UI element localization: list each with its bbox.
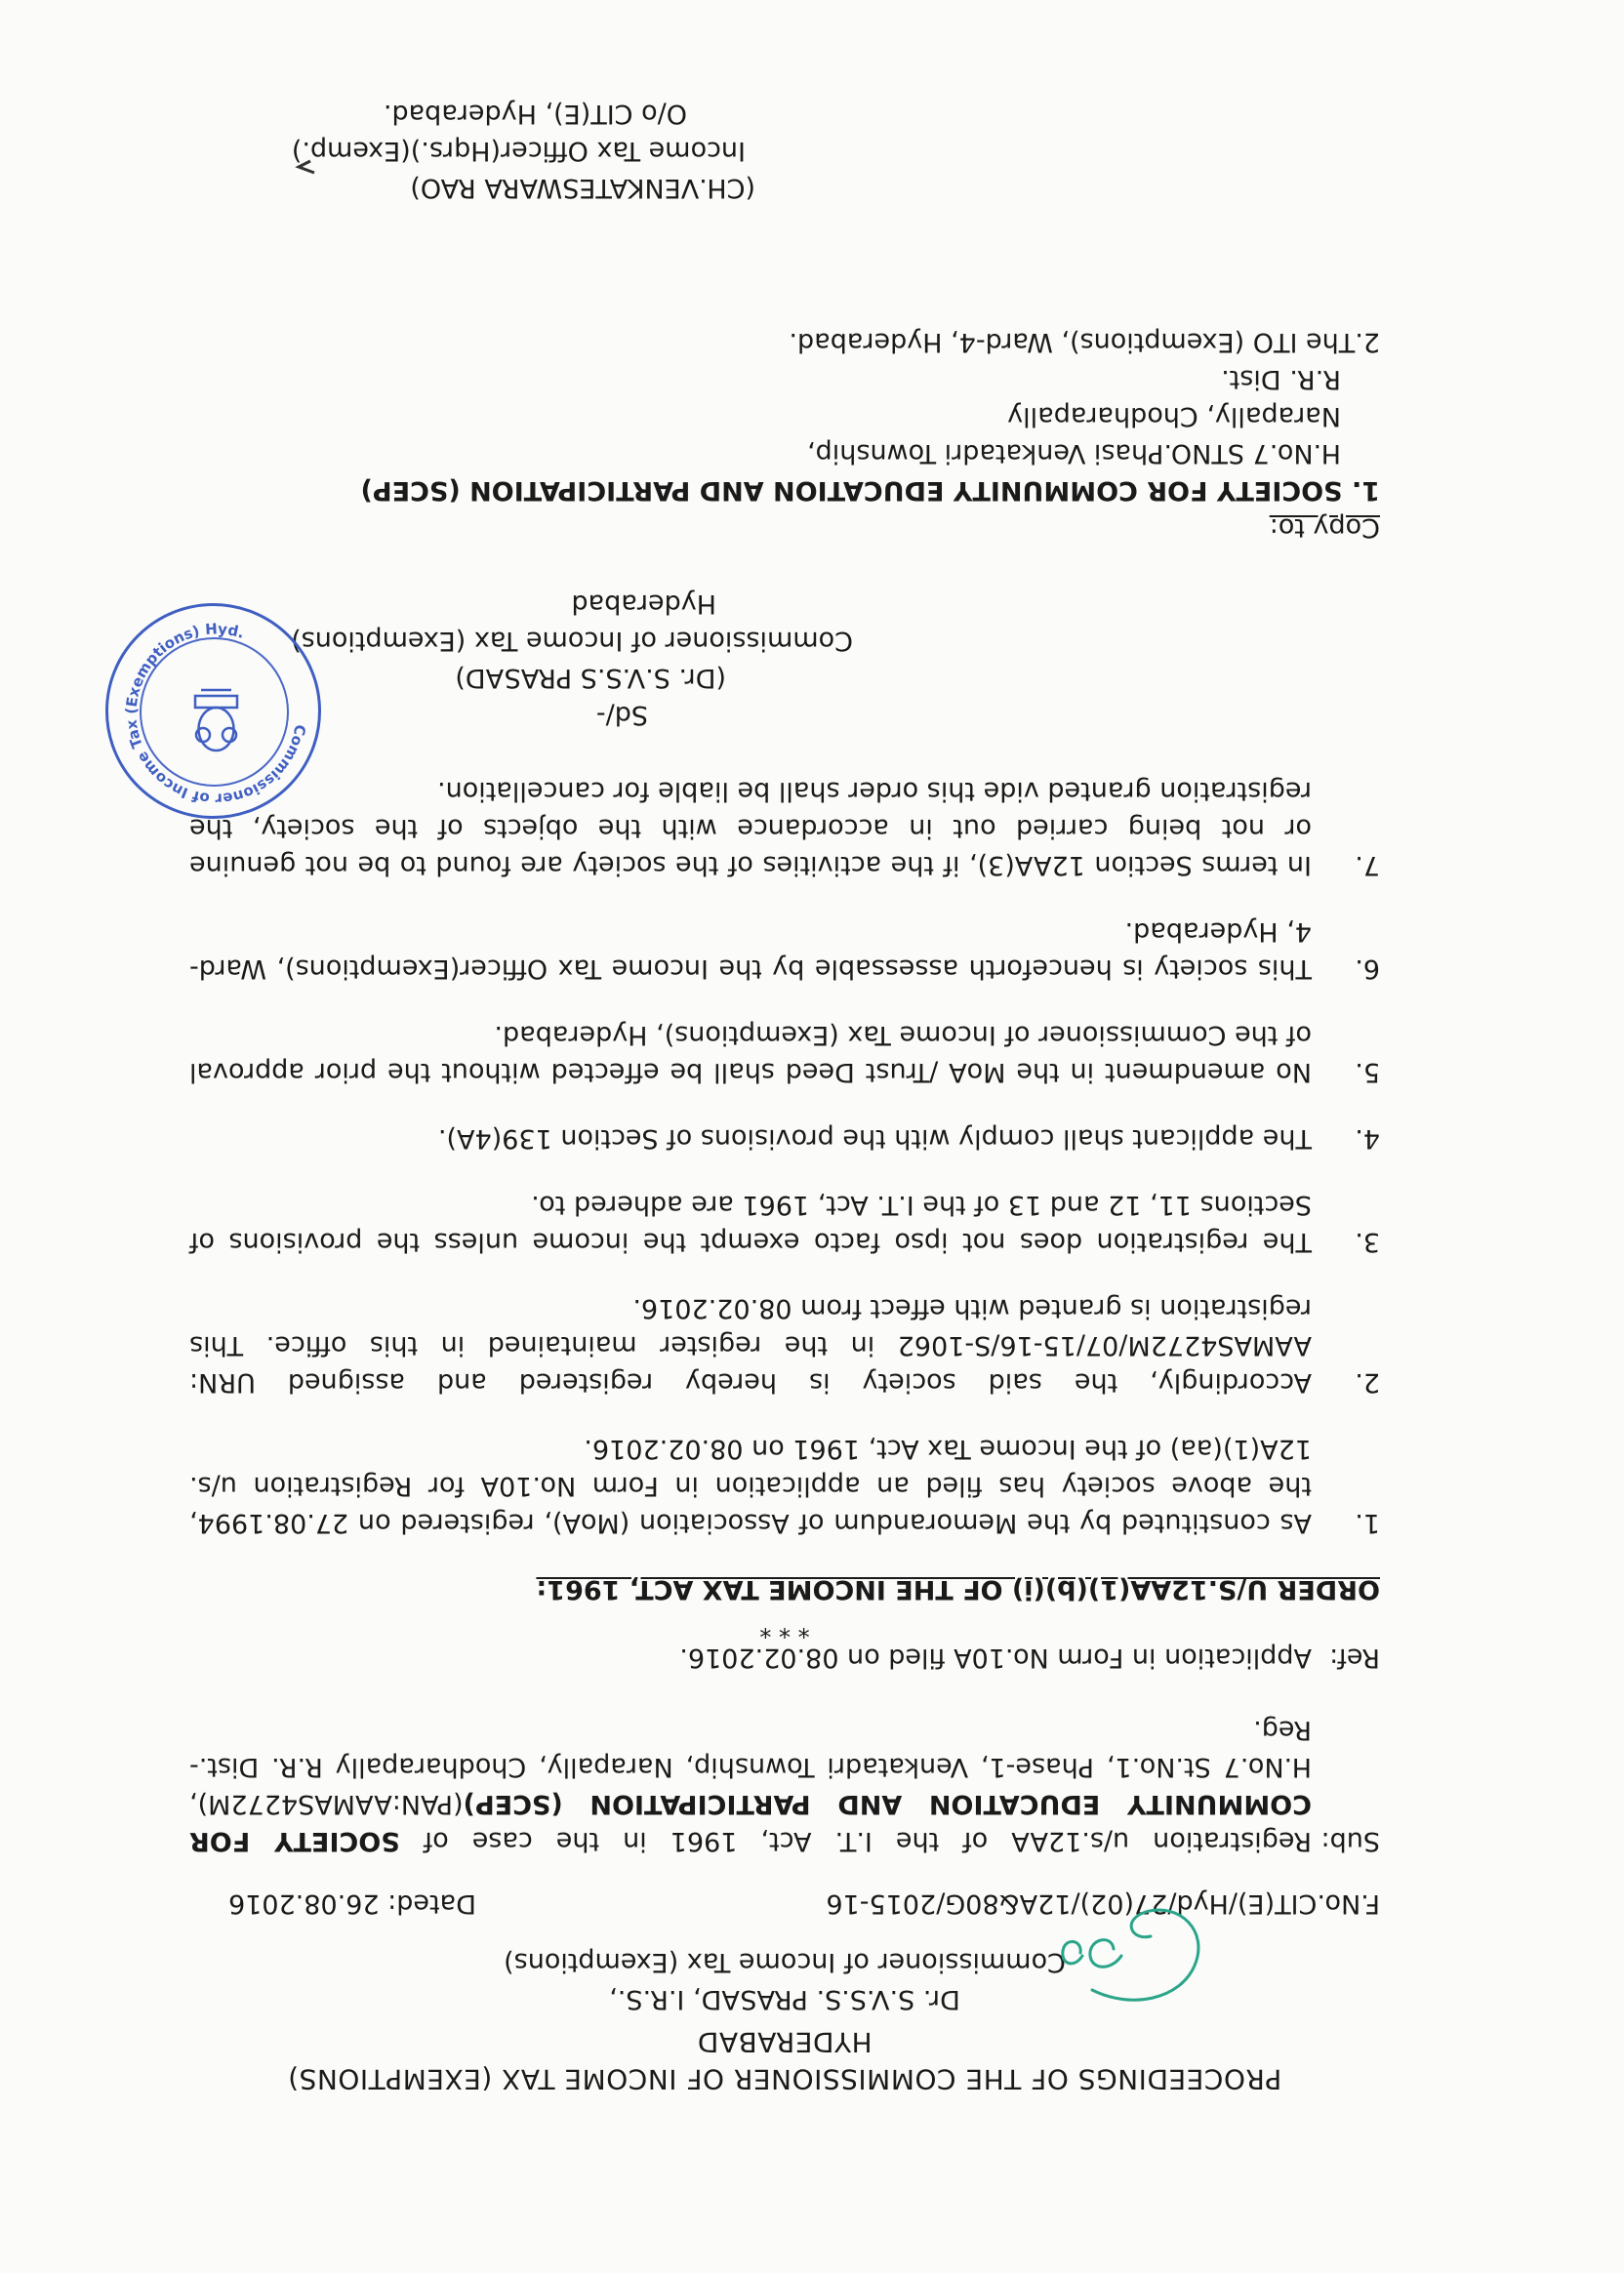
copy-to-label: Copy to: (1269, 512, 1380, 543)
attesting-officer-name: (CH.VENKATESWARA RAO) (410, 173, 755, 203)
paragraph-number: 3. (1355, 1227, 1380, 1257)
subject-label: Sub: (1320, 1826, 1380, 1856)
paragraph (189, 913, 1380, 987)
paragraph-text: The applicant shall comply with the provisions of Section 139(4A). (437, 1123, 1312, 1154)
subject-text (189, 1711, 1312, 1859)
date-text: Dated: 26.08.2016 (228, 1888, 476, 1919)
paragraph-number: 7. (1355, 850, 1380, 880)
paragraph (189, 1016, 1380, 1090)
paragraph-number: 2. (1355, 1367, 1380, 1398)
subject-pre: Registration u/s.12AA of the I.T. Act, 1961 in the case of (399, 1826, 1312, 1856)
proceedings-title: PROCEEDINGS OF THE COMMISSIONER OF INCOME TAX (EXEMPTIONS) (287, 2063, 1282, 2095)
reference-row (189, 1639, 1380, 1676)
copy-to-item-1-line: H.No.7 STNO.Phasi Venkatadri Township, (807, 438, 1341, 468)
separator-stars: * * * (759, 1615, 810, 1643)
seal-inner-ring (140, 637, 289, 787)
paragraph (189, 1430, 1380, 1541)
paragraph-text: No amendment in the MoA /Trust Deed shall be effected without the prior approval of the Commissioner of Income Tax (Exemptions), Hyderabad. (189, 1020, 1312, 1087)
attesting-officer-designation: Income Tax Officer(Hqrs.)(Exemp.) (291, 136, 746, 166)
copy-to-item-1-name: 1. SOCIETY FOR COMMUNITY EDUCATION AND PARTICIPATION (SCEP) (360, 475, 1380, 506)
file-number: F.No.CIT(E)/Hyd/27(02)/12A&80G/2015-16 (826, 1888, 1380, 1919)
order-title: ORDER U/S.12AA(1)(b)(i) OF THE INCOME TAX ACT, 1961: (536, 1574, 1380, 1604)
copy-to-item-1-line: R.R. Dist. (1221, 364, 1341, 394)
reference-label: Ref: (1329, 1643, 1380, 1673)
paragraph-text: The registration does not ipso facto exempt the income unless the provisions of Sections 11, 12 and 13 of the I.T. Act, 1961 are adhered to. (189, 1190, 1312, 1257)
attesting-officer-office: O/o CIT(E), Hyderabad. (383, 99, 687, 129)
paragraph (189, 1289, 1380, 1400)
paragraph-number: 5. (1355, 1057, 1380, 1087)
copy-to-item-1-title (189, 471, 1380, 508)
document-body (189, 95, 1380, 2097)
officer-designation: Commissioner of Income Tax (Exemptions) (504, 1947, 1066, 1977)
handwritten-signature (1053, 1883, 1238, 2009)
commissioner-designation: Commissioner of Income Tax (Exemptions) (291, 626, 853, 656)
commissioner-name: (Dr. S.V.S.S PRASAD) (455, 663, 726, 693)
paragraph-text: As constituted by the Memorandum of Association (MoA), registered on 27.08.1994, the above society has filed an application in Form No.10A for Registration u/s. 12A(1)(aa) of the Income Tax Act, 1961 on 08.02.2016. (189, 1434, 1312, 1538)
paragraph-text: Accordingly, the said society is hereby registered and assigned URN: AAMAS4272M/07/15-16/S-1062 in the register maintained in this office. This registration is granted with effect from 08.02.2016. (189, 1293, 1312, 1398)
attestation-block (189, 95, 755, 206)
paragraph-number: 4. (1355, 1123, 1380, 1154)
copy-to-item-1-line: Narapally, Chodharapally (1007, 401, 1341, 431)
paragraph-text: This society is henceforth assessable by the Income Tax Officer(Exemptions), Ward-4, Hyderabad. (189, 916, 1312, 984)
commissioner-place: Hyderabad (571, 589, 716, 619)
ink-mark (295, 159, 316, 175)
paragraph-number: 1. (1355, 1508, 1380, 1538)
official-seal (105, 603, 321, 819)
paragraph-text: In terms Section 12AA(3), if the activities of the society are found to be not genuine or not being carried out in accordance with the objects of the society, the registration granted vide this order shall be liable for cancellation. (189, 776, 1312, 880)
paragraph (189, 772, 1380, 883)
paragraph (189, 1186, 1380, 1260)
paragraph-number: 6. (1355, 954, 1380, 984)
subject-row (189, 1711, 1380, 1859)
paragraph (189, 1119, 1380, 1157)
office-city: HYDERABAD (697, 2026, 873, 2058)
subject-post: (PAN:AAMAS4272M), H.No.7 St.No.1, Phase-1, Venkatadri Township, Narapally, Chodharapally R.R. Dist.- Reg. (189, 1715, 1312, 1819)
sd-text: Sd/- (595, 700, 648, 730)
officer-name: Dr. S.V.S.S. PRASAD, I.R.S., (609, 1984, 960, 2014)
reference-text: Application in Form No.10A filed on 08.02.2016. (679, 1643, 1312, 1673)
seal-text: Commissioner of Income Tax (Exemptions) Hyd. (122, 620, 309, 808)
subject-society-name: SOCIETY FOR COMMUNITY EDUCATION AND PARTICIPATION (SCEP) (189, 1789, 1312, 1856)
copy-to-item-2: 2.The ITO (Exemptions), Ward-4, Hyderabad. (789, 327, 1380, 357)
